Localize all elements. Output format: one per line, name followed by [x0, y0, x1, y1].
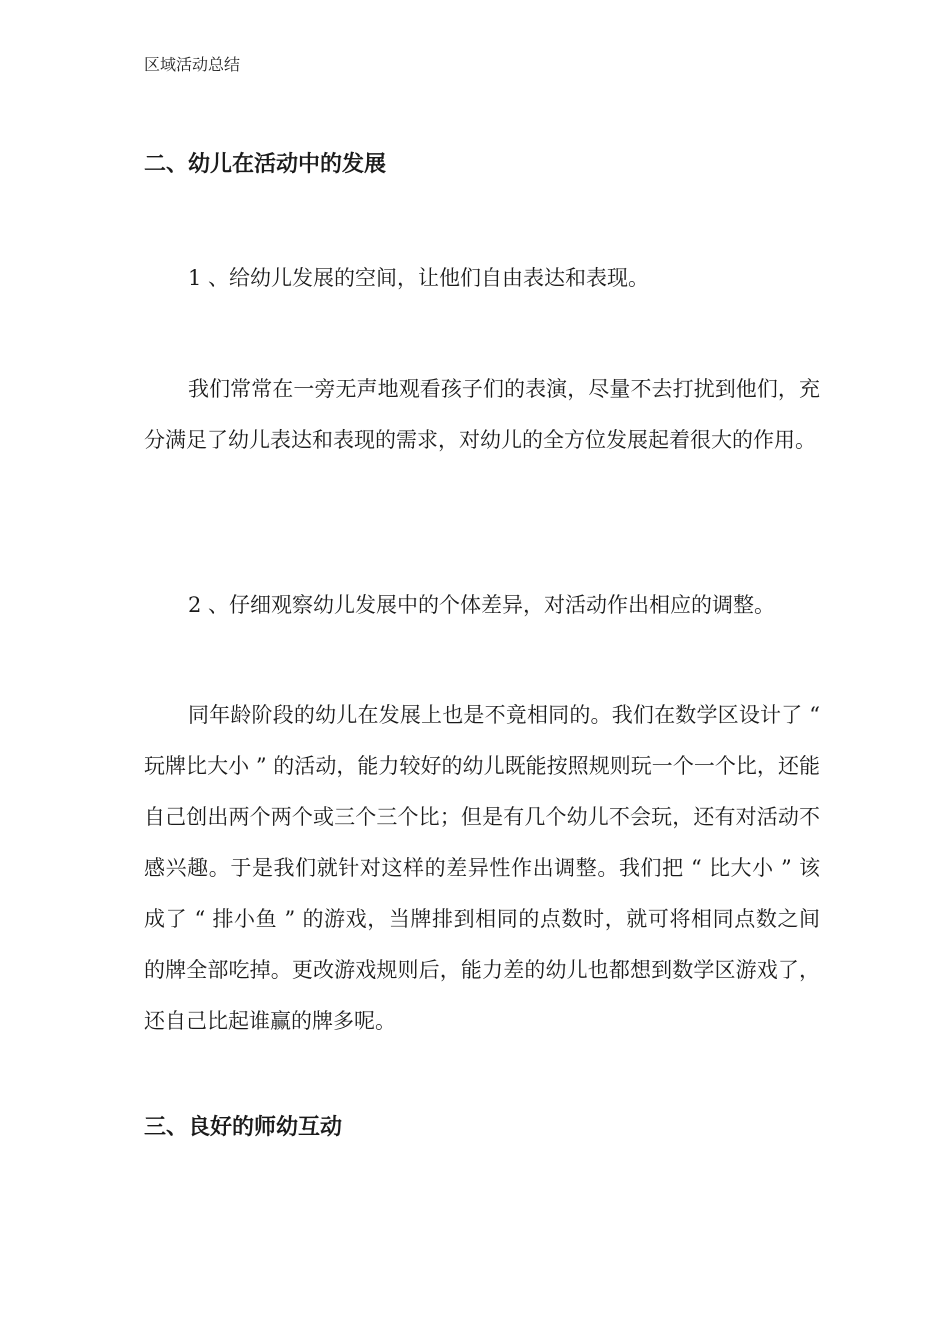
item-2-paragraph: 同年龄阶段的幼儿在发展上也是不竟相同的。我们在数学区设计了 “ 玩牌比大小 ” 的活动，能力较好的幼儿既能按照规则玩一个一个比，还能自己创出两个两个或三个三个比；但是有几个幼儿不会玩，还有对活动不感兴趣。于是我们就针对这样的差异性作出调整。我们把 “ 比大小 ” 该成了 “ 排小鱼 ” 的游戏，当牌排到相同的点数时，就可将相同点数之间的牌全部吃掉。更改游戏规则后，能力差的幼儿也都想到数学区游戏了，还自己比起谁赢的牌多呢。	[144, 703, 820, 1033]
running-header: 区域活动总结	[144, 55, 241, 74]
item-1-title: 1 、给幼儿发展的空间，让他们自由表达和表现。	[188, 266, 650, 290]
section-heading-interaction: 三、良好的师幼互动	[144, 1115, 343, 1140]
item-2-title: 2 、仔细观察幼儿发展中的个体差异，对活动作出相应的调整。	[188, 593, 776, 617]
item-1-paragraph: 我们常常在一旁无声地观看孩子们的表演，尽量不去打扰到他们，充分满足了幼儿表达和表现的需求，对幼儿的全方位发展起着很大的作用。	[144, 377, 820, 452]
section-heading-development: 二、幼儿在活动中的发展	[144, 152, 387, 177]
